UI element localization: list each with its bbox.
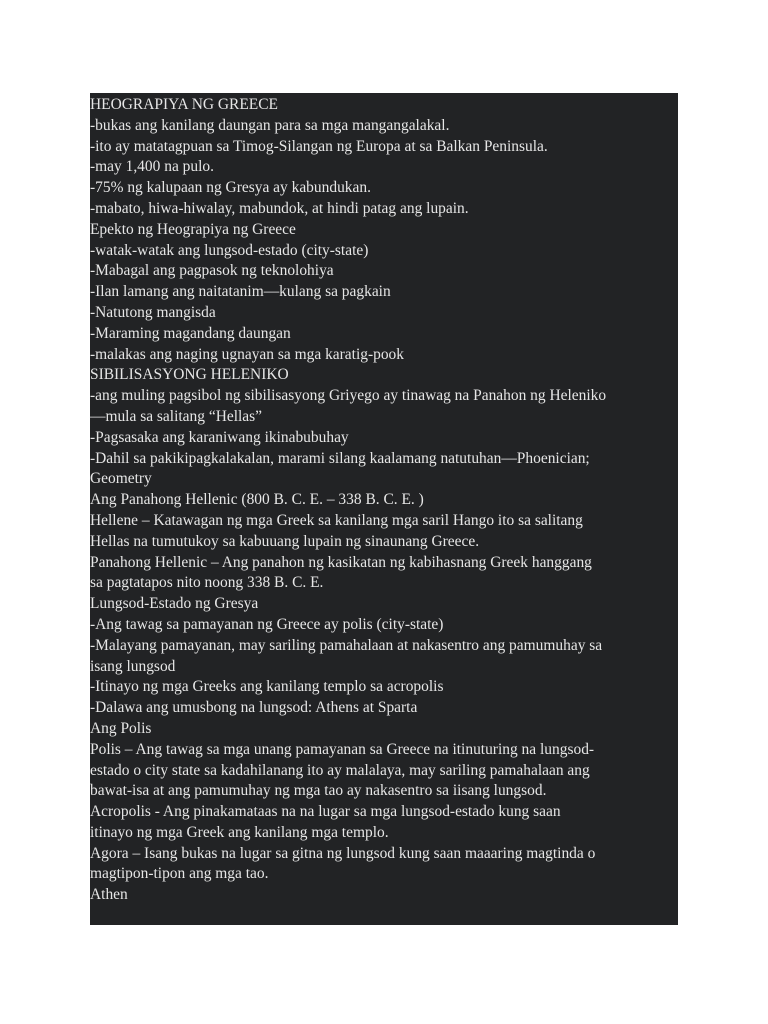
- text-line: -Maraming magandang daungan: [90, 324, 291, 342]
- text-line: -Ang tawag sa pamayanan ng Greece ay polis (city-state): [90, 615, 444, 633]
- text-line: Lungsod-Estado ng Gresya: [90, 595, 259, 613]
- text-line: -ito ay matatagpuan sa Timog-Silangan ng Europa at sa Balkan Peninsula.: [90, 137, 548, 155]
- text-line: Acropolis - Ang pinakamataas na na lugar sa mga lungsod-estado kung saan: [90, 803, 561, 821]
- text-line: Epekto ng Heograpiya ng Greece: [90, 220, 296, 238]
- text-line: HEOGRAPIYA NG GREECE: [90, 96, 278, 113]
- text-line: Geometry: [90, 470, 152, 488]
- text-line: Agora – Isang bukas na lugar sa gitna ng lungsod kung saan maaaring magtinda o: [90, 844, 596, 862]
- text-line: -Mabagal ang pagpasok ng teknolohiya: [90, 262, 334, 280]
- text-line: isang lungsod: [90, 657, 176, 675]
- document-page: [90, 93, 678, 925]
- text-line: -Itinayo ng mga Greeks ang kanilang templo sa acropolis: [90, 678, 444, 696]
- text-line: —mula sa salitang “Hellas”: [90, 407, 263, 425]
- text-line: SIBILISASYONG HELENIKO: [90, 366, 289, 384]
- text-line: -malakas ang naging ugnayan sa mga karatig-pook: [90, 345, 405, 363]
- text-line: -ang muling pagsibol ng sibilisasyong Griyego ay tinawag na Panahon ng Heleniko: [90, 387, 607, 405]
- text-line: Ang Panahong Hellenic (800 B. C. E. – 338 B. C. E. ): [90, 491, 424, 509]
- text-line: estado o city state sa kadahilanang ito ay malalaya, may sariling pamahalaan ang: [90, 761, 590, 779]
- text-line: Athen: [90, 886, 128, 904]
- text-line: itinayo ng mga Greek ang kanilang mga templo.: [90, 823, 389, 841]
- document-text: [90, 95, 678, 906]
- text-line: Hellas na tumutukoy sa kabuuang lupain ng sinaunang Greece.: [90, 532, 480, 550]
- text-line: -Pagsasaka ang karaniwang ikinabubuhay: [90, 428, 349, 446]
- text-line: -may 1,400 na pulo.: [90, 158, 214, 176]
- text-line: bawat-isa at ang pamumuhay ng mga tao ay nakasentro sa iisang lungsod.: [90, 782, 547, 800]
- text-line: -Natutong mangisda: [90, 303, 216, 321]
- text-line: -Ilan lamang ang naitatanim—kulang sa pagkain: [90, 283, 391, 301]
- text-line: Panahong Hellenic – Ang panahon ng kasikatan ng kabihasnang Greek hanggang: [90, 553, 592, 571]
- text-line: -mabato, hiwa-hiwalay, mabundok, at hindi patag ang lupain.: [90, 199, 469, 217]
- text-line: -Dahil sa pakikipagkalakalan, marami silang kaalamang natutuhan—Phoenician;: [90, 449, 590, 467]
- text-line: -75% ng kalupaan ng Gresya ay kabundukan.: [90, 179, 371, 197]
- text-line: -watak-watak ang lungsod-estado (city-state): [90, 241, 369, 259]
- text-line: Ang Polis: [90, 719, 152, 737]
- text-line: Polis – Ang tawag sa mga unang pamayanan sa Greece na itinuturing na lungsod-: [90, 740, 595, 758]
- text-line: sa pagtatapos nito noong 338 B. C. E.: [90, 574, 324, 592]
- text-line: Hellene – Katawagan ng mga Greek sa kanilang mga saril Hango ito sa salitang: [90, 511, 583, 529]
- text-line: -bukas ang kanilang daungan para sa mga mangangalakal.: [90, 116, 450, 134]
- text-line: -Malayang pamayanan, may sariling pamahalaan at nakasentro ang pamumuhay sa: [90, 636, 603, 654]
- text-line: magtipon-tipon ang mga tao.: [90, 865, 269, 883]
- text-line: -Dalawa ang umusbong na lungsod: Athens at Sparta: [90, 699, 418, 717]
